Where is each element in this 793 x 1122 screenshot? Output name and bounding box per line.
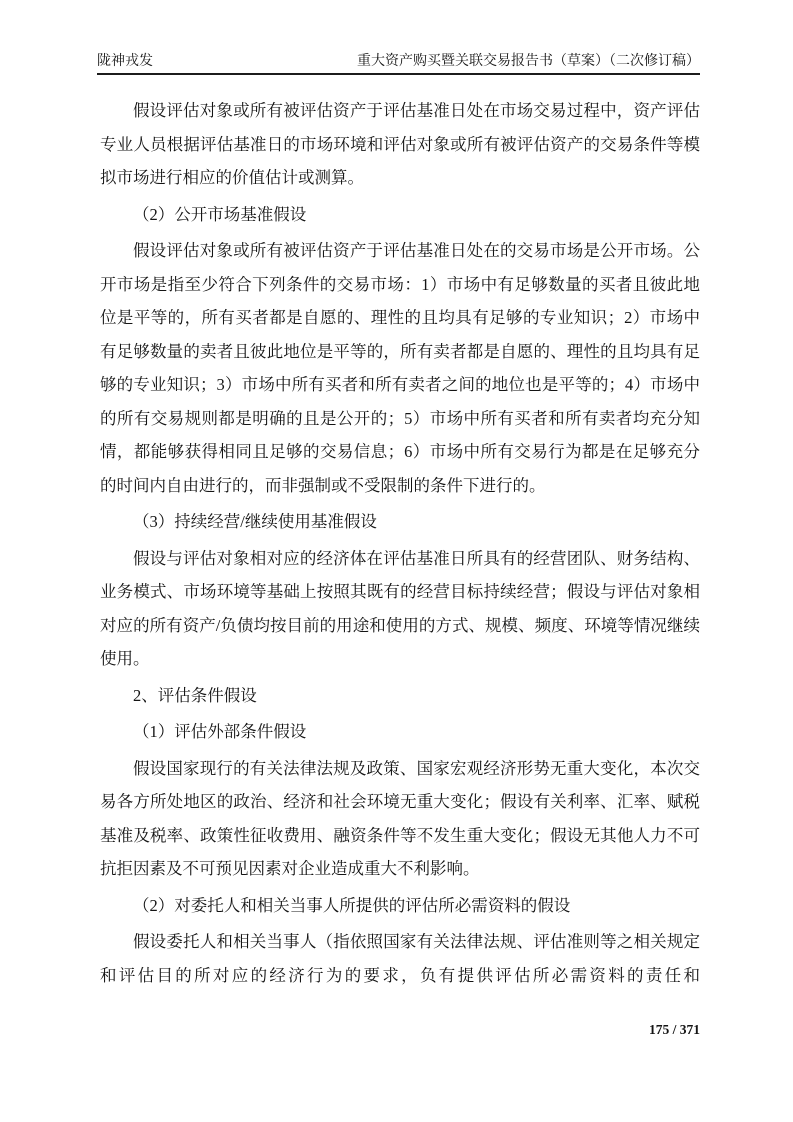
paragraph: 假设评估对象或所有被评估资产于评估基准日处在市场交易过程中，资产评估专业人员根据评估基准日的市场环境和评估对象或所有被评估资产的交易条件等模拟市场进行相应的价值估计或测算。 — [100, 101, 700, 187]
section-heading: 2、评估条件假设 — [133, 685, 257, 705]
section-heading: （2）公开市场基准假设 — [133, 204, 307, 224]
page-header — [97, 53, 700, 71]
paragraph: 假设与评估对象相对应的经济体在评估基准日所具有的经营团队、财务结构、业务模式、市场环境等基础上按照其既有的经营目标持续经营；假设与评估对象相对应的所有资产/负债均按目前的用途和使用的方式、规模、频度、环境等情况继续使用。 — [100, 548, 700, 668]
page-footer — [100, 1021, 700, 1039]
paragraph: 假设委托人和相关当事人（指依照国家有关法律法规、评估准则等之相关规定和评估目的所对应的经济行为的要求，负有提供评估所必需资料的责任和 — [100, 932, 700, 985]
section-heading: （2）对委托人和相关当事人所提供的评估所必需资料的假设 — [133, 895, 571, 915]
header-report-title: 重大资产购买暨关联交易报告书（草案）（二次修订稿） — [357, 54, 700, 69]
paragraph: 假设国家现行的有关法律法规及政策、国家宏观经济形势无重大变化，本次交易各方所处地区的政治、经济和社会环境无重大变化；假设有关利率、汇率、赋税基准及税率、政策性征收费用、融资条件等不发生重大变化；假设无其他人力不可抗拒因素及不可预见因素对企业造成重大不利影响。 — [100, 758, 700, 878]
document-body — [100, 94, 700, 995]
paragraph: 假设评估对象或所有被评估资产于评估基准日处在的交易市场是公开市场。公开市场是指至少符合下列条件的交易市场：1）市场中有足够数量的买者且彼此地位是平等的，所有买者都是自愿的、理性的且均具有足够的专业知识；2）市场中有足够数量的卖者且彼此地位是平等的，所有卖者都是自愿的、理性的且均具有足够的专业知识；3）市场中所有买者和所有卖者之间的地位也是平等的；4）市场中的所有交易规则都是明确的且是公开的；5）市场中所有买者和所有卖者均充分知情，都能够获得相同且足够的交易信息；6）市场中所有交易行为都是在足够充分的时间内自由进行的，而非强制或不受限制的条件下进行的。 — [100, 241, 700, 495]
page-number: 175 / 371 — [648, 1022, 700, 1037]
header-company-name: 陇神戎发 — [97, 54, 153, 69]
section-heading: （3）持续经营/继续使用基准假设 — [133, 512, 377, 531]
header-divider — [97, 73, 700, 75]
section-heading: （1）评估外部条件假设 — [133, 722, 307, 741]
